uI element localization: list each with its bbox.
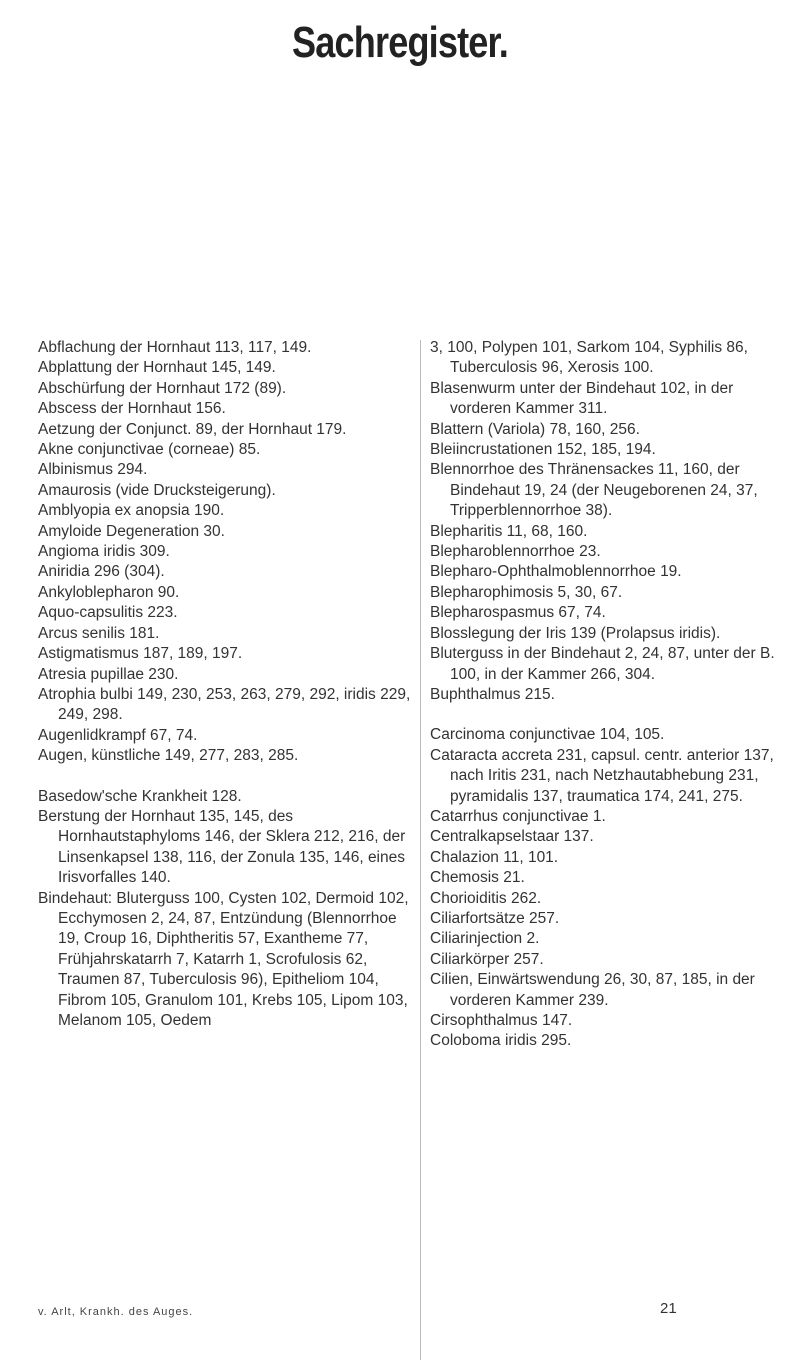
index-entry: Bluterguss in der Bindehaut 2, 24, 87, unter der B. 100, in der Kammer 266, 304. (430, 645, 775, 683)
index-entry: Carcinoma conjunctivae 104, 105. (430, 726, 665, 744)
section-gap (38, 767, 414, 787)
index-entry: Blepharitis 11, 68, 160. (430, 522, 588, 540)
index-entry: Chalazion 11, 101. (430, 848, 559, 866)
index-entry: Aetzung der Conjunct. 89, der Hornhaut 179. (38, 420, 347, 438)
index-entry: Albinismus 294. (38, 461, 148, 479)
index-entry: Bleiincrustationen 152, 185, 194. (430, 441, 656, 459)
index-entry: Blepharophimosis 5, 30, 67. (430, 583, 623, 601)
index-entry: Chorioiditis 262. (430, 889, 542, 907)
index-entry: Amblyopia ex anopsia 190. (38, 502, 225, 520)
column-divider (420, 340, 421, 1360)
page-number: 21 (660, 1300, 677, 1317)
index-entry: Aniridia 296 (304). (38, 563, 165, 581)
index-entry: Ankyloblepharon 90. (38, 583, 180, 601)
index-entry: Angioma iridis 309. (38, 543, 170, 561)
index-column-left (38, 338, 414, 1031)
index-entry: Akne conjunctivae (corneae) 85. (38, 441, 261, 459)
index-entry: Amaurosis (vide Drucksteigerung). (38, 481, 276, 499)
index-entry: Basedow'sche Krankheit 128. (38, 787, 242, 805)
index-entry: Coloboma iridis 295. (430, 1032, 572, 1050)
index-entry: Amyloide Degeneration 30. (38, 522, 225, 540)
index-entry: Astigmatismus 187, 189, 197. (38, 645, 243, 663)
index-entry: Abschürfung der Hornhaut 172 (89). (38, 379, 287, 397)
index-entry: Blepharo-Ophthalmoblennorrhoe 19. (430, 563, 682, 581)
index-entry: Cirsophthalmus 147. (430, 1012, 573, 1029)
index-entry: Atresia pupillae 230. (38, 665, 179, 683)
index-entry: Arcus senilis 181. (38, 624, 160, 642)
index-entry: Cataracta accreta 231, capsul. centr. anterior 137, nach Iritis 231, nach Netzhautabhebung 231, pyramidalis 137, traumatica 174, 241, 275. (430, 746, 774, 805)
index-entry: Augen, künstliche 149, 277, 283, 285. (38, 747, 299, 765)
index-entry: Abflachung der Hornhaut 113, 117, 149. (38, 339, 312, 356)
index-entry: Ciliarfortsätze 257. (430, 909, 560, 927)
index-entry: Catarrhus conjunctivae 1. (430, 807, 606, 825)
index-entry: Blepharospasmus 67, 74. (430, 604, 606, 622)
index-entry: Blosslegung der Iris 139 (Prolapsus iridis). (430, 624, 721, 642)
index-entry: Atrophia bulbi 149, 230, 253, 263, 279, 292, iridis 229, 249, 298. (38, 685, 411, 724)
index-column-right (430, 338, 792, 1052)
index-entry: Chemosis 21. (430, 869, 525, 887)
index-entry: Blepharoblennorrhoe 23. (430, 543, 601, 561)
index-entry: Blasenwurm unter der Bindehaut 102, in der vorderen Kammer 311. (430, 379, 734, 418)
index-entry: Cilien, Einwärtswendung 26, 30, 87, 185, in der vorderen Kammer 239. (430, 971, 755, 1009)
index-entry: Aquo-capsulitis 223. (38, 604, 178, 622)
index-entry: Abscess der Hornhaut 156. (38, 400, 226, 418)
running-footer: v. Arlt, Krankh. des Auges. (38, 1306, 194, 1318)
section-gap (430, 705, 792, 725)
index-entry: Abplattung der Hornhaut 145, 149. (38, 359, 276, 377)
index-entry: Ciliarkörper 257. (430, 950, 544, 968)
index-entry: Buphthalmus 215. (430, 685, 555, 703)
index-entry: Blattern (Variola) 78, 160, 256. (430, 420, 640, 438)
index-entry: Ciliarinjection 2. (430, 930, 540, 948)
index-entry: 3, 100, Polypen 101, Sarkom 104, Syphilis 86, Tuberculosis 96, Xerosis 100. (430, 339, 748, 377)
index-entry: Augenlidkrampf 67, 74. (38, 726, 198, 744)
index-entry: Centralkapselstaar 137. (430, 828, 594, 846)
index-entry: Berstung der Hornhaut 135, 145, des Hornhautstaphyloms 146, der Sklera 212, 216, der Linsenkapsel 138, 116, der Zonula 135, 146, eines Irisvorfalles 140. (38, 807, 406, 887)
index-entry: Blennorrhoe des Thränensackes 11, 160, der Bindehaut 19, 24 (der Neugeborenen 24, 37, Tripperblennorrhoe 38). (430, 461, 758, 520)
page-title: Sachregister. (292, 18, 508, 67)
index-entry: Bindehaut: Bluterguss 100, Cysten 102, Dermoid 102, Ecchymosen 2, 24, 87, Entzündung (Blennorrhoe 19, Croup 16, Diphtheritis 57, Exantheme 77, Frühjahrskatarrh 7, Katarrh 1, Scrofulosis 62, Traumen 87, Tuberculosis 96), Epitheliom 104, Fibrom 105, Granulom 101, Krebs 105, Lipom 103, Melanom 105, Oedem (38, 889, 409, 1029)
